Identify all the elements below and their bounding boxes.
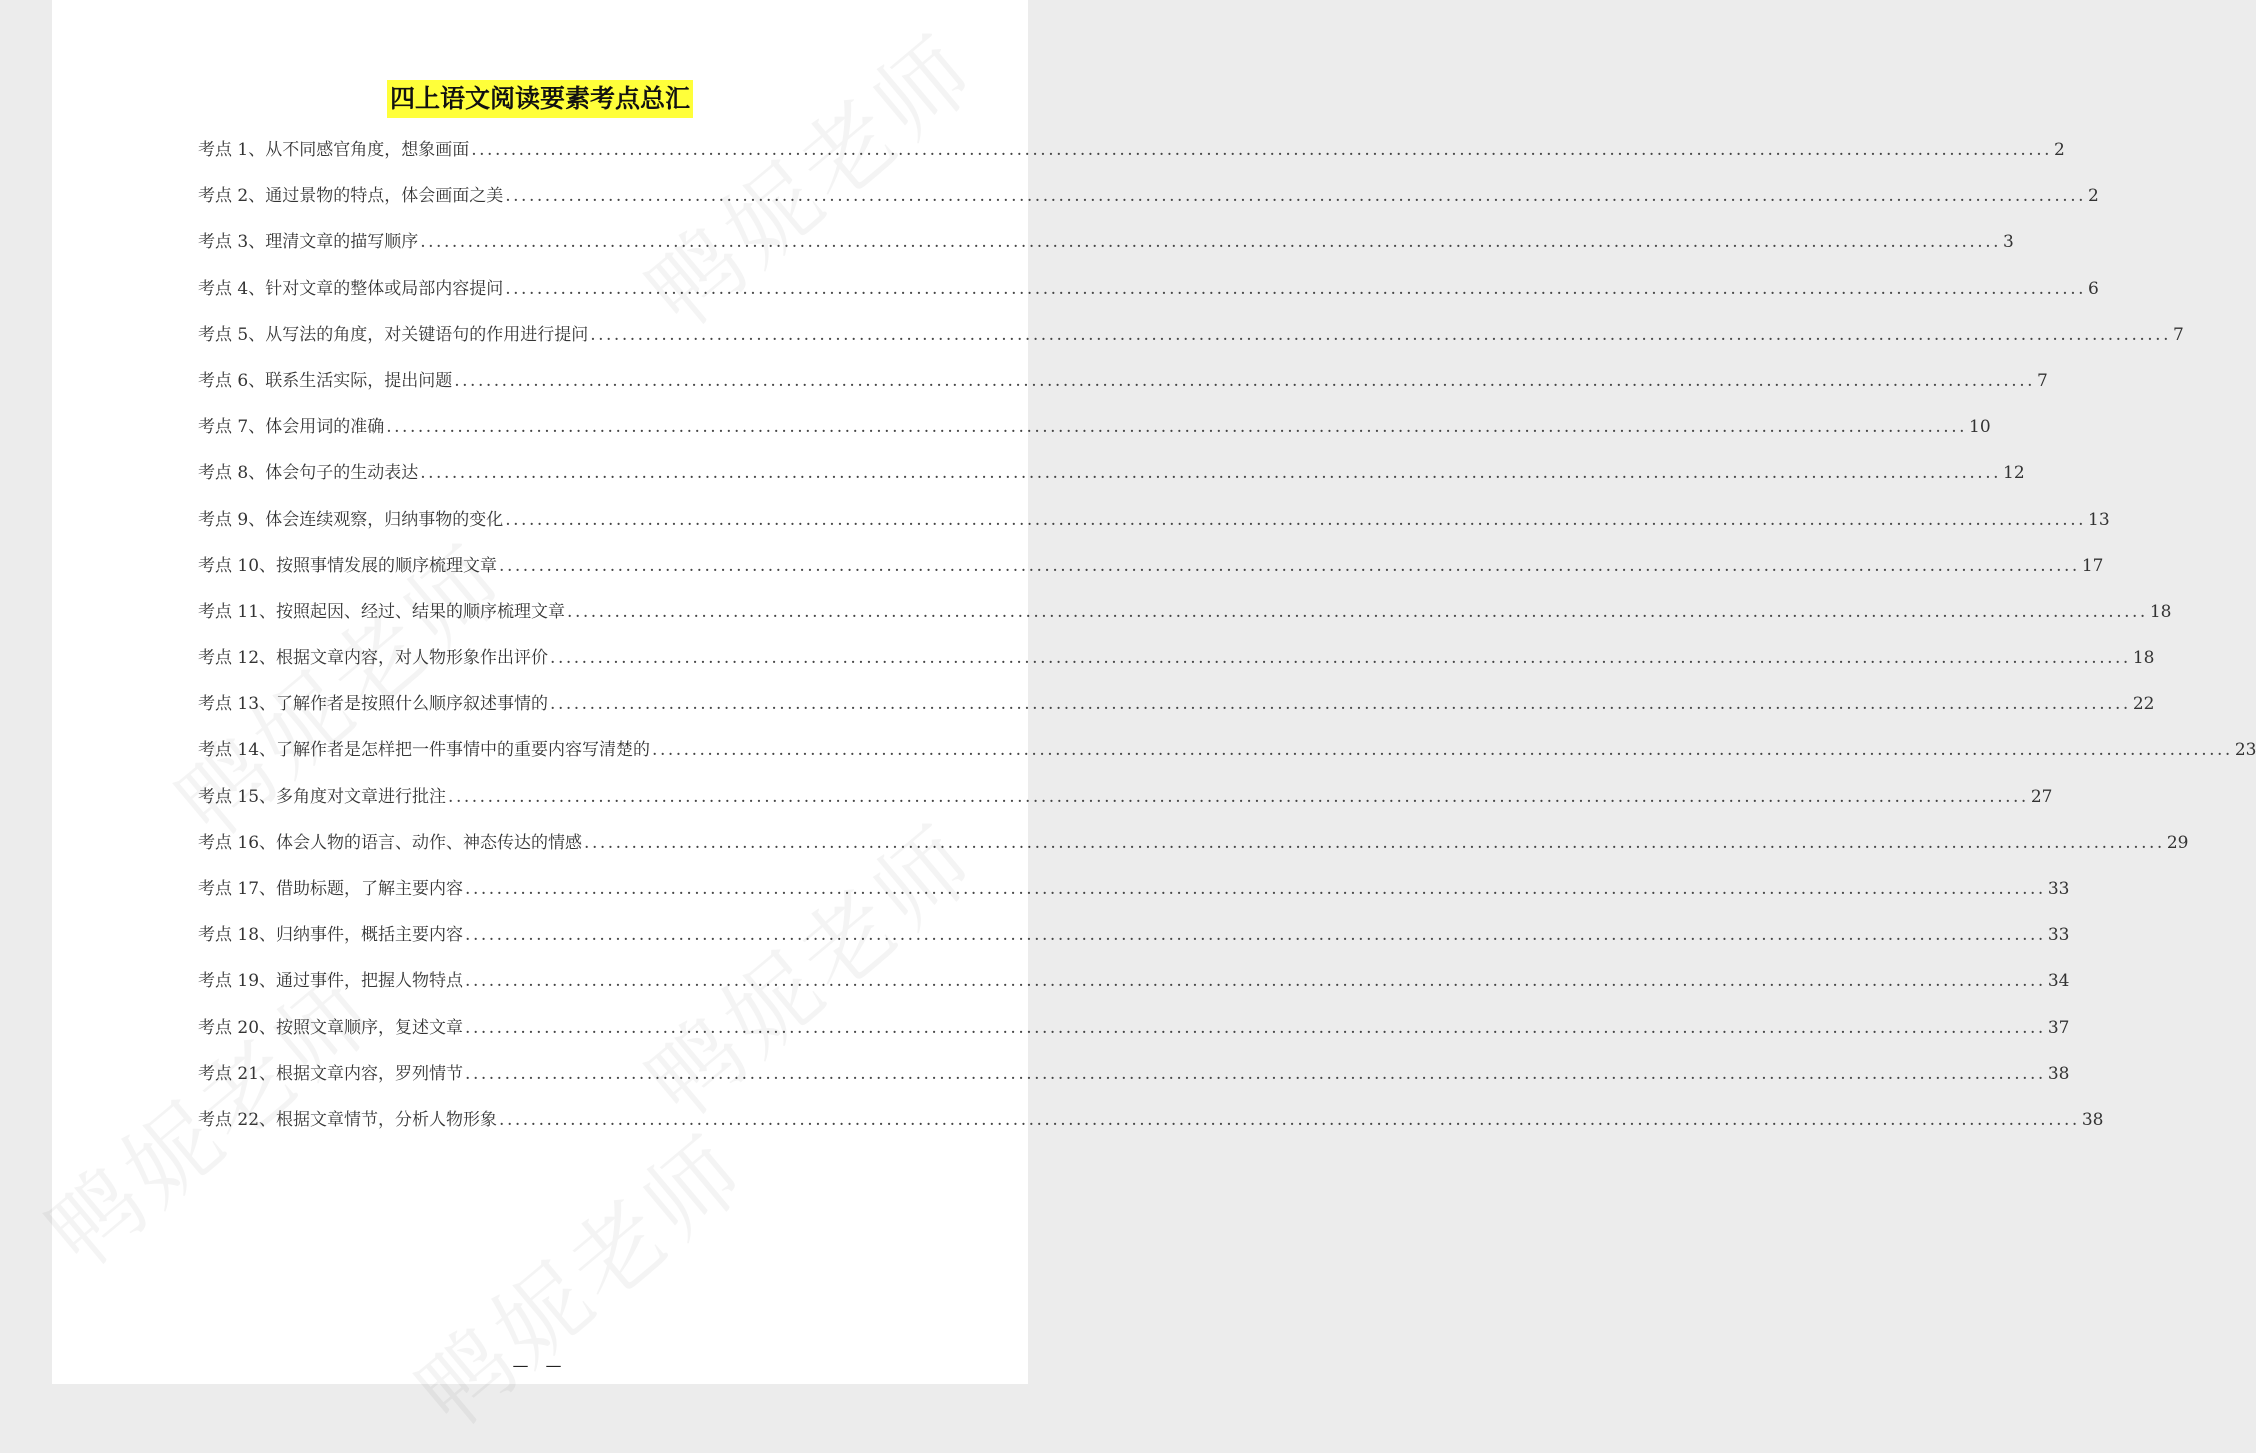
toc-entry[interactable] (198, 1097, 2104, 1143)
toc-dot-leader: ........................................................................................................................................................................................................ (505, 509, 2086, 530)
toc-entry[interactable] (198, 1005, 2070, 1051)
toc-entry-label: 考点 10、按照事情发展的顺序梳理文章 (198, 555, 498, 576)
toc-entry-page-number: 27 (2030, 786, 2053, 807)
toc-entry-page-number: 34 (2047, 971, 2070, 992)
title-container (52, 80, 1028, 118)
toc-entry-page-number: 2 (2088, 186, 2099, 207)
toc-entry-page-number: 18 (2149, 601, 2172, 622)
toc-dot-leader: ........................................................................................................................................................................................................ (465, 971, 2046, 992)
page-footer: — — (512, 1356, 568, 1375)
document-title: 四上语文阅读要素考点总汇 (387, 80, 693, 118)
toc-entry-label: 考点 1、从不同感官角度，想象画面 (198, 140, 470, 160)
toc-entry[interactable] (198, 1051, 2070, 1097)
toc-entry-label: 考点 4、针对文章的整体或局部内容提问 (198, 278, 504, 299)
toc-entry-page-number: 12 (2003, 463, 2025, 484)
toc-entry-label: 考点 14、了解作者是怎样把一件事情中的重要内容写清楚的 (198, 740, 651, 761)
toc-entry-label: 考点 5、从写法的角度，对关键语句的作用进行提问 (198, 324, 589, 345)
toc-entry-label: 考点 22、根据文章情节，分析人物形象 (198, 1109, 498, 1130)
toc-dot-leader: ........................................................................................................................................................................................................ (505, 278, 2086, 299)
toc-entry[interactable] (198, 958, 2070, 1004)
toc-entry[interactable] (198, 127, 2065, 173)
toc-dot-leader: ........................................................................................................................................................................................................ (652, 740, 2233, 761)
toc-entry-label: 考点 21、根据文章内容，罗列情节 (198, 1063, 464, 1084)
toc-entry[interactable] (198, 635, 2155, 681)
toc-dot-leader: ........................................................................................................................................................................................................ (550, 694, 2131, 715)
toc-dot-leader: ........................................................................................................................................................................................................ (499, 1109, 2080, 1130)
toc-dot-leader: ........................................................................................................................................................................................................ (420, 463, 2001, 484)
toc-entry[interactable] (198, 219, 2014, 265)
toc-entry[interactable] (198, 497, 2110, 543)
toc-entry[interactable] (198, 912, 2070, 958)
toc-entry[interactable] (198, 358, 2048, 404)
table-of-contents (198, 127, 2256, 1143)
toc-entry-label: 考点 15、多角度对文章进行批注 (198, 786, 447, 807)
toc-entry-page-number: 37 (2047, 1017, 2070, 1038)
toc-dot-leader: ........................................................................................................................................................................................................ (465, 925, 2046, 946)
toc-entry[interactable] (198, 450, 2025, 496)
toc-entry-label: 考点 18、归纳事件，概括主要内容 (198, 925, 464, 946)
toc-dot-leader: ........................................................................................................................................................................................................ (584, 832, 2165, 853)
toc-dot-leader: ........................................................................................................................................................................................................ (465, 879, 2046, 899)
toc-entry[interactable] (198, 312, 2184, 358)
toc-entry-page-number: 7 (2172, 324, 2184, 345)
toc-dot-leader: ........................................................................................................................................................................................................ (550, 648, 2131, 669)
toc-entry[interactable] (198, 266, 2099, 312)
toc-entry-page-number: 17 (2081, 555, 2104, 576)
document-page (52, 0, 2256, 1384)
toc-entry-label: 考点 20、按照文章顺序，复述文章 (198, 1017, 464, 1038)
toc-entry-page-number: 33 (2047, 879, 2070, 899)
toc-entry-label: 考点 3、理清文章的描写顺序 (198, 232, 419, 253)
toc-entry-label: 考点 13、了解作者是按照什么顺序叙述事情的 (198, 694, 549, 715)
toc-entry[interactable] (198, 173, 2099, 219)
toc-entry-page-number: 29 (2166, 832, 2189, 853)
toc-entry-page-number: 6 (2088, 278, 2099, 299)
toc-entry[interactable] (198, 866, 2070, 912)
toc-dot-leader: ........................................................................................................................................................................................................ (448, 786, 2029, 807)
toc-entry-page-number: 13 (2088, 509, 2110, 530)
toc-dot-leader: ........................................................................................................................................................................................................ (505, 186, 2086, 207)
toc-entry-label: 考点 12、根据文章内容，对人物形象作出评价 (198, 648, 549, 669)
toc-entry-label: 考点 9、体会连续观察，归纳事物的变化 (198, 509, 504, 530)
toc-entry-page-number: 7 (2037, 370, 2048, 391)
toc-dot-leader: ........................................................................................................................................................................................................ (471, 140, 2052, 160)
toc-entry-page-number: 10 (1969, 417, 1991, 438)
toc-entry-page-number: 3 (2003, 232, 2014, 253)
toc-entry[interactable] (198, 589, 2172, 635)
toc-dot-leader: ........................................................................................................................................................................................................ (465, 1063, 2046, 1084)
toc-entry-label: 考点 7、体会用词的准确 (198, 417, 385, 438)
toc-entry[interactable] (198, 774, 2053, 820)
toc-entry-page-number: 18 (2132, 648, 2155, 669)
toc-entry-label: 考点 19、通过事件，把握人物特点 (198, 971, 464, 992)
toc-dot-leader: ........................................................................................................................................................................................................ (567, 601, 2148, 622)
toc-entry-label: 考点 11、按照起因、经过、结果的顺序梳理文章 (198, 601, 566, 622)
toc-entry-page-number: 22 (2132, 694, 2155, 715)
toc-entry-page-number: 23 (2234, 740, 2256, 761)
toc-entry-label: 考点 2、通过景物的特点，体会画面之美 (198, 186, 504, 207)
toc-dot-leader: ........................................................................................................................................................................................................ (386, 417, 1967, 438)
toc-entry[interactable] (198, 404, 1991, 450)
toc-entry[interactable] (198, 727, 2256, 773)
toc-entry[interactable] (198, 681, 2155, 727)
watermark (385, 1099, 770, 1452)
toc-entry-page-number: 2 (2054, 140, 2065, 160)
toc-entry-label: 考点 8、体会句子的生动表达 (198, 463, 419, 484)
toc-entry-label: 考点 17、借助标题，了解主要内容 (198, 879, 464, 899)
toc-entry-page-number: 38 (2047, 1063, 2070, 1084)
toc-entry-label: 考点 16、体会人物的语言、动作、神态传达的情感 (198, 832, 583, 853)
toc-dot-leader: ........................................................................................................................................................................................................ (465, 1017, 2046, 1038)
toc-dot-leader: ........................................................................................................................................................................................................ (420, 232, 2001, 253)
toc-entry-page-number: 38 (2081, 1109, 2104, 1130)
toc-entry-label: 考点 6、联系生活实际，提出问题 (198, 370, 453, 391)
toc-entry[interactable] (198, 543, 2104, 589)
toc-dot-leader: ........................................................................................................................................................................................................ (499, 555, 2080, 576)
toc-entry[interactable] (198, 820, 2189, 866)
toc-entry-page-number: 33 (2047, 925, 2070, 946)
toc-dot-leader: ........................................................................................................................................................................................................ (454, 370, 2035, 391)
toc-dot-leader: ........................................................................................................................................................................................................ (590, 324, 2171, 345)
